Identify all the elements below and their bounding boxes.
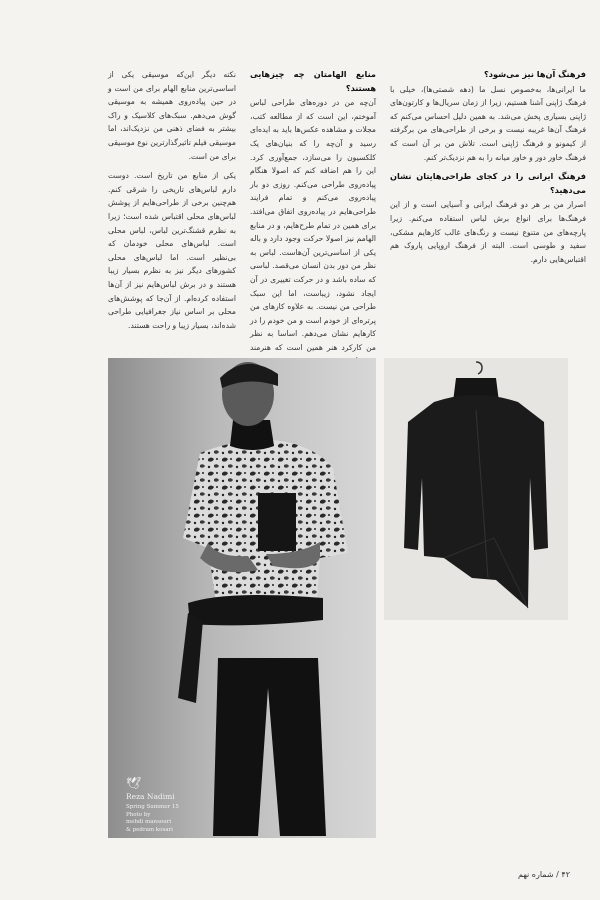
credit-line: mehdi mansouri bbox=[126, 819, 172, 825]
jacket-photo bbox=[384, 358, 568, 620]
photo-credit bbox=[126, 776, 196, 834]
answer-paragraph: اصرار من بر هر دو فرهنگ ایرانی و آسیایی است و از این فرهنگ‌ها برای انواع برش لباس استفاده می‌کنم. زیرا پارچه‌های من متنوع نیست و رنگ‌های غالب کارهایم مشکی، سفید و طوسی است. البته از فرهنگ اروپایی پاروک هم اقتباس‌هایی دارم. bbox=[390, 200, 586, 264]
question-heading: فرهنگ ایرانی را در کجای طراحی‌هایتان نشان می‌دهید؟ bbox=[390, 171, 586, 195]
body-paragraph: نکته دیگر این‌که موسیقی یکی از اساسی‌ترین منابع الهام برای من است و در حین پیاده‌روی همیشه به موسیقی گوش می‌دهم. سبک‌های کلاسیک و راک بیشتر به فضای ذهنی من نزدیک‌اند، اما موسیقی فیلم تاثیرگذارترین نوع موسیقی برای من است. bbox=[108, 70, 236, 161]
designer-name: Reza Nadimi bbox=[126, 792, 175, 801]
credit-line: Photo by bbox=[126, 811, 151, 818]
body-paragraph: یکی از منابع من تاریخ است. دوست دارم لباس‌های تاریخی را شرقی کنم. هم‌چنین برخی از طراحی‌هایم از پوشش لباس‌های محلی اقتباس شده است؛ زیرا به نظرم قشنگ‌ترین لباس، لباس محلی است. لباس‌های محلی خودمان که بی‌نظیر است. اما لباس‌های محلی کشورهای دیگر نیز به نظرم بسیار زیبا هستند و در برش لباس‌هایم نیز از آن‌ها استفاده کرده‌ام. از آن‌جا که پوشش‌های محلی بر اساس نیاز جغرافیایی طراحی شده‌اند، بسیار زیبا و راحت هستند. bbox=[108, 171, 236, 330]
model-photo bbox=[108, 358, 376, 838]
text-column-left bbox=[108, 68, 236, 338]
credit-line: & pedram kosari bbox=[126, 826, 173, 833]
bird-logo-icon: 🕊 bbox=[126, 776, 142, 790]
text-column-middle bbox=[250, 68, 376, 374]
answer-paragraph: آن‌چه من در دوره‌های طراحی لباس آموختم، این است که از مطالعه کتب، مجلات و مشاهده عکس‌ها باید به ایده‌ای رسید و آن‌چه را که بنیان‌های یک کلکسیون را می‌سازد، جمع‌آوری کرد. این را هم اضافه کنم که اصولا هنگام پیاده‌روی طراحی می‌کنم. روزی دو بار پیاده‌روی می‌کنم و تمام فرایند طراحی‌هایم در پیاده‌روی اتفاق می‌افتد. برای همین در تمام طرح‌هایم، و در منابع الهامم نیز اصولا حرکت وجود دارد و باله یکی از اساسی‌ترین آن‌هاست. لباس به نظر من دور بدن انسان می‌قصد. لباسی که ساده باشد و در حرکت تغییری در آن ایجاد نشود، زیباست، اما این سبک طراحی من نیست. به علاوه کارهای من پرتره‌ای از خودم است و من خودم را در کارهایم نشان می‌دهم. اساسا به نظر من کارکرد هنر همین است که هنرمند bbox=[250, 98, 376, 352]
question-heading: منابع الهامتان چه چیزهایی هستند؟ bbox=[250, 69, 376, 93]
credit-line: Spring Summer 15 bbox=[126, 804, 179, 810]
model-figure-illustration bbox=[108, 358, 376, 838]
jacket-illustration bbox=[384, 358, 568, 620]
question-heading: فرهنگ آن‌ها نیز می‌شود؟ bbox=[484, 69, 586, 79]
answer-paragraph: ما ایرانی‌ها، به‌خصوص نسل ما (دهه شصتی‌ها)، خیلی با فرهنگ ژاپنی آشنا هستیم، زیرا از زمان سریال‌ها و کارتون‌های ژاپنی بسیاری پخش می‌شد. به همین دلیل احساس می‌کنم که فرهنگ آن‌ها غریبه نیست و برخی از طراحی‌های من برگرفته از کیمونو و فرهنگ ژاپنی است. تلاش من بر آن است که فرهنگ خاور دور و خاور میانه را به هم نزدیک‌تر کنم. bbox=[390, 84, 586, 162]
text-column-right bbox=[390, 68, 586, 272]
page-footer: ۴۲ / شماره نهم bbox=[518, 870, 570, 879]
